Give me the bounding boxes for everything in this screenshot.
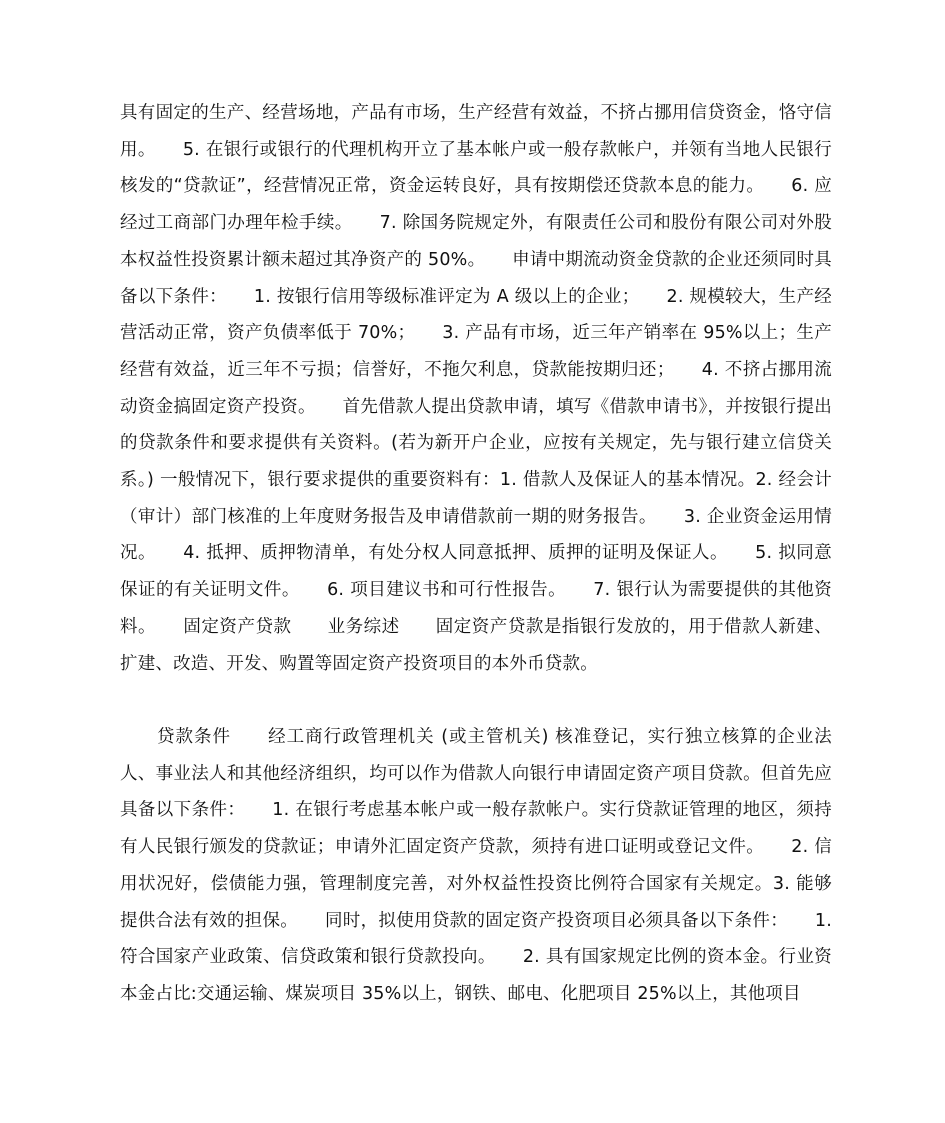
paragraph-liquidity-loan-conditions: 具有固定的生产、经营场地，产品有市场，生产经营有效益，不挤占挪用信贷资金，恪守信用。 5. 在银行或银行的代理机构开立了基本帐户或一般存款帐户，并领有当地人民银行核发的“贷款证”，经营情况正常，资金运转良好，具有按期偿还贷款本息的能力。 6. 应经过工商部门办理年检手续。 7. 除国务院规定外，有限责任公司和股份有限公司对外股本权益性投资累计额未超过其净资产的 50%。 申请中期流动资金贷款的企业还须同时具备以下条件： 1. 按银行信用等级标准评定为 A 级以上的企业； 2. 规模较大，生产经营活动正常，资产负债率低于 70%； 3. 产品有市场，近三年产销率在 95%以上；生产经营有效益，近三年不亏损；信誉好，不拖欠利息，贷款能按期归还； 4. 不挤占挪用流动资金搞固定资产投资。 首先借款人提出贷款申请，填写《借款申请书》，并按银行提出的贷款条件和要求提供有关资料。(若为新开户企业，应按有关规定，先与银行建立信贷关系。) 一般情况下，银行要求提供的重要资料有：1. 借款人及保证人的基本情况。2. 经会计（审计）部门核准的上年度财务报告及申请借款前一期的财务报告。 3. 企业资金运用情况。 4. 抵押、质押物清单，有处分权人同意抵押、质押的证明及保证人。 5. 拟同意保证的有关证明文件。 6. 项目建议书和可行性报告。 7. 银行认为需要提供的其他资料。 固定资产贷款 业务综述 固定资产贷款是指银行发放的，用于借款人新建、扩建、改造、开发、购置等固定资产投资项目的本外币贷款。 [120,103,832,674]
paragraph-fixed-asset-loan-conditions: 贷款条件 经工商行政管理机关 (或主管机关) 核准登记，实行独立核算的企业法人、事业法人和其他经济组织，均可以作为借款人向银行申请固定资产项目贷款。但首先应具备以下条件： 1. 在银行考虑基本帐户或一般存款帐户。实行贷款证管理的地区，须持有人民银行颁发的贷款证；申请外汇固定资产贷款，须持有进口证明或登记文件。 2. 信用状况好，偿债能力强，管理制度完善，对外权益性投资比例符合国家有关规定。3. 能够提供合法有效的担保。 同时，拟使用贷款的固定资产投资项目必须具备以下条件： 1. 符合国家产业政策、信贷政策和银行贷款投向。 2. 具有国家规定比例的资本金。行业资本金占比:交通运输、煤炭项目 35%以上，钢铁、邮电、化肥项目 25%以上，其他项目 [120,727,832,1004]
